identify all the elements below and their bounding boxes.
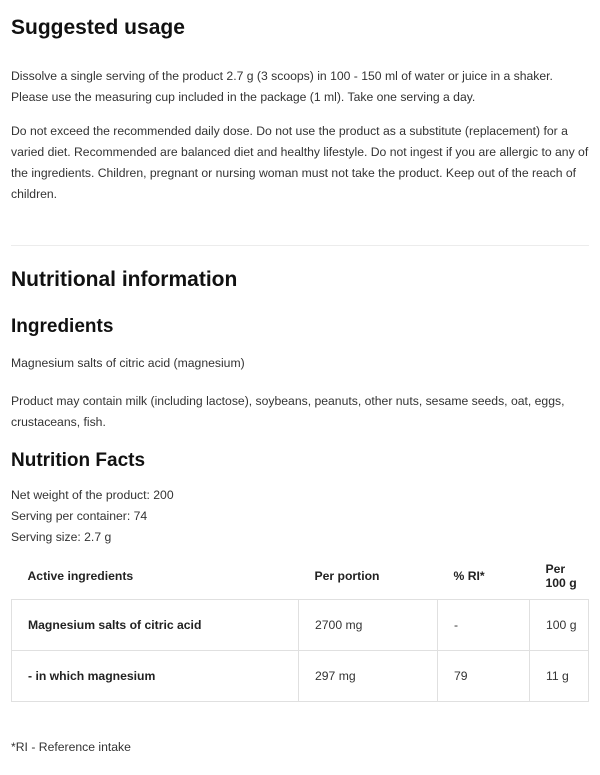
ingredients-text: Magnesium salts of citric acid (magnesium) — [11, 356, 245, 370]
nutrition-facts-heading: Nutrition Facts — [11, 450, 146, 471]
header-per-portion: Per portion — [314, 569, 380, 583]
header-ri-percent: % RI* — [453, 569, 485, 583]
allergens-text: Product may contain milk (including lactose), soybeans, peanuts, other nuts, sesame seeds, oat, eggs, crustaceans, fish. — [11, 394, 565, 429]
usage-paragraph-dosage: Dissolve a single serving of the product 2.7 g (3 scoops) in 100 - 150 ml of water or juice in a shaker. Please use the measuring cup included in the package (1 ml). Take one serving a day. — [11, 69, 553, 104]
cell-ingredient-name: Magnesium salts of citric acid — [12, 600, 299, 651]
servings-per-container-text: Serving per container: 74 — [11, 509, 148, 523]
cell-per-portion: 2700 mg — [299, 600, 438, 651]
cell-ri-percent: - — [438, 600, 530, 651]
nutrition-facts-table — [11, 553, 589, 702]
header-per-100g: Per 100 g — [545, 562, 577, 590]
net-weight-text: Net weight of the product: 200 — [11, 488, 174, 502]
suggested-usage-heading: Suggested usage — [11, 16, 185, 39]
cell-ri-percent: 79 — [438, 651, 530, 702]
section-divider — [11, 245, 589, 246]
usage-paragraph-warnings: Do not exceed the recommended daily dose. Do not use the product as a substitute (replacement) for a varied diet. Recommended are balanced diet and healthy lifestyle. Do not ingest if you are allergic to any of the ingredients. Children, pregnant or nursing woman must not take the product. Keep out of the reach of children. — [11, 124, 589, 201]
table-row — [12, 600, 589, 651]
nutritional-information-heading: Nutritional information — [11, 268, 238, 291]
serving-size-text: Serving size: 2.7 g — [11, 530, 112, 544]
cell-per-100g: 11 g — [530, 651, 589, 702]
ri-footnote: *RI - Reference intake — [11, 740, 131, 754]
header-active-ingredients: Active ingredients — [27, 569, 134, 583]
table-header-row — [12, 553, 589, 600]
cell-per-100g: 100 g — [530, 600, 589, 651]
table-row — [12, 651, 589, 702]
cell-ingredient-name: - in which magnesium — [12, 651, 299, 702]
ingredients-heading: Ingredients — [11, 316, 114, 337]
cell-per-portion: 297 mg — [299, 651, 438, 702]
